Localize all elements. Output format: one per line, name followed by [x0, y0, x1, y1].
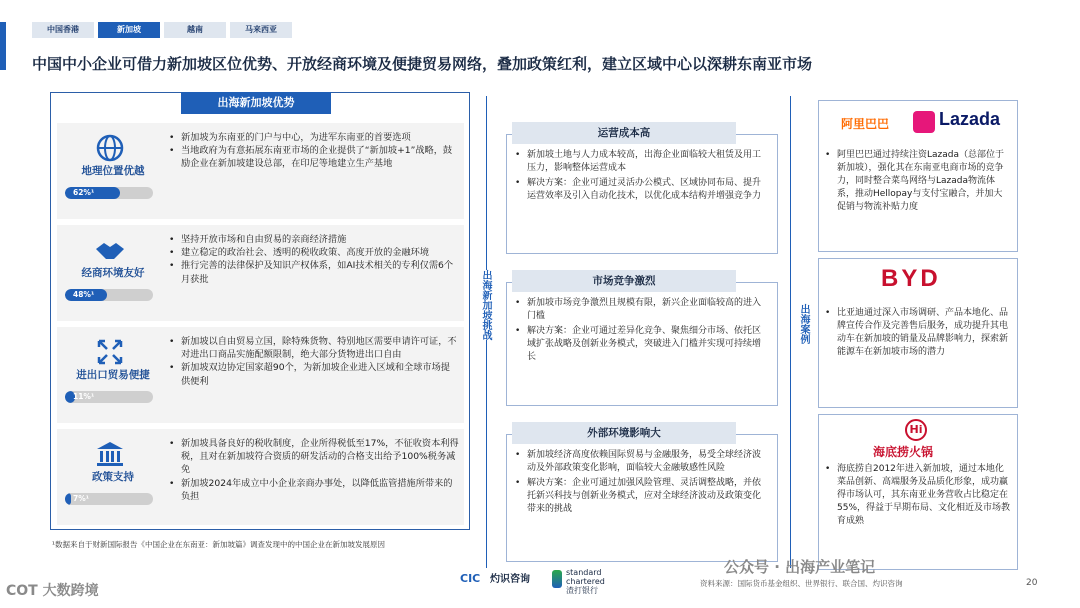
percent-bar — [65, 391, 153, 403]
bullet-item: • 阿里巴巴通过持续注资Lazada（总部位于新加坡），强化其在东南亚电商市场的竞争力，同时整合菜鸟网络与Lazada物流体系，推动Hellopay与支付宝融合，并加大促销与物流补贴力度 — [825, 149, 1011, 214]
standard-chartered-logo — [566, 568, 605, 595]
bullet-item: • 新加坡双边协定国家超90个，为新加坡企业进入区域和全球市场提供便利 — [169, 361, 459, 387]
bullet-item: • 海底捞自2012年进入新加坡，通过本地化菜品创新、高端服务及品质化形象，成功赢得市场认可，其东南亚业务营收占比稳定在55%，得益于早期布局、文化相近及市场教育成熟 — [825, 463, 1011, 528]
tab-hong-kong[interactable]: 中国香港 — [32, 22, 94, 38]
challenge-body — [506, 434, 778, 562]
bullet-item: • 新加坡为东南亚的门户与中心，为进军东南亚的首要选项 — [169, 131, 459, 144]
zhaoshi-logo: 灼识咨询 — [490, 574, 530, 585]
bullet-item: • 新加坡土地与人力成本较高，出海企业面临较大租赁及用工压力，影响整体运营成本 — [515, 149, 769, 175]
challenge-title: 外部环境影响大 — [512, 422, 736, 444]
percent-text: 48%¹ — [73, 290, 95, 299]
case-bullets — [819, 459, 1017, 532]
source-note: 资料来源：国际货币基金组织、世界银行、联合国、灼识咨询 — [700, 579, 903, 588]
challenge-title: 运营成本高 — [512, 122, 736, 144]
page-number: 20 — [1026, 578, 1038, 588]
lazada-heart-icon — [913, 111, 935, 133]
bullet-item: • 解决方案：企业可通过加强风险管理、灵活调整战略，并依托新兴科技与创新业务模式，应对全球经济波动及政策变化带来的挑战 — [515, 477, 769, 516]
case-haidilao — [818, 414, 1018, 570]
handshake-icon — [93, 235, 127, 269]
sc-line: 渣打银行 — [566, 586, 598, 595]
case-bullets — [819, 303, 1017, 363]
bullet-item: • 当地政府为有意拓展东南亚市场的企业提供了“新加坡+1”战略，鼓励企业在新加坡建设总部，在印尼等地建立生产基地 — [169, 144, 459, 170]
bullet-item: • 解决方案：企业可通过灵活办公模式、区域协同布局、提升运营效率及引入自动化技术，以优化成本结构并增强竞争力 — [515, 177, 769, 203]
page-title: 中国中小企业可借力新加坡区位优势、开放经商环境及便捷贸易网络，叠加政策红利，建立区域中心以深耕东南亚市场 — [32, 55, 813, 73]
advantage-row-trade — [57, 327, 464, 423]
advantage-bullets — [169, 335, 459, 388]
percent-text: 7%¹ — [73, 494, 90, 503]
case-label-text: 出海案例 — [798, 304, 809, 344]
bullet-item: • 解决方案：企业可通过差异化竞争、聚焦细分市场、依托区域扩张战略及创新业务模式，突破进入门槛并实现可持续增长 — [515, 325, 769, 364]
bullet-item: • 推行完善的法律保护及知识产权体系，如AI技术相关的专利仅需6个月获批 — [169, 259, 459, 285]
percent-text: 62%¹ — [73, 188, 95, 197]
globe-icon — [93, 133, 127, 167]
challenge-body — [506, 134, 778, 254]
percent-bar — [65, 289, 153, 301]
challenge-vertical-label — [478, 270, 496, 340]
challenge-title: 市场竞争激烈 — [512, 270, 736, 292]
bullet-item: • 比亚迪通过深入市场调研、产品本地化、品牌宣传合作及完善售后服务，成功提升其电动车在新加坡的销量及品牌影响力，探索新能源车在新加坡市场的潜力 — [825, 307, 1011, 359]
advantage-bullets — [169, 131, 459, 171]
region-tabs — [32, 22, 292, 38]
bullet-item: • 新加坡经济高度依赖国际贸易与金融服务，易受全球经济波动及外部政策变化影响，面临较大金融敏感性风险 — [515, 449, 769, 475]
case-byd — [818, 258, 1018, 408]
bullet-item: • 新加坡具备良好的税收制度，企业所得税低至17%，不征收资本利得税，且对在新加坡符合资质的研发活动的合格支出给予100%税务减免 — [169, 437, 459, 477]
advantage-row-business-env — [57, 225, 464, 321]
advantage-label: 进出口贸易便捷 — [76, 369, 150, 381]
advantage-bullets — [169, 233, 459, 286]
sc-line: chartered — [566, 577, 605, 586]
watermark-bottom-left: COT 大数跨境 — [6, 583, 99, 599]
haidilao-logo: 海底捞火锅 — [873, 445, 934, 459]
alibaba-logo: 阿里巴巴 — [841, 117, 890, 131]
percent-bar-fill — [65, 493, 71, 505]
left-accent-bar — [0, 22, 6, 70]
percent-bar — [65, 493, 153, 505]
bullet-item: • 新加坡以自由贸易立国，除特殊货物、特别地区需要申请许可证，不对进出口商品实施配额限制，绝大部分货物进出口自由 — [169, 335, 459, 361]
tab-singapore[interactable]: 新加坡 — [98, 22, 160, 38]
percent-text: 11%¹ — [73, 392, 95, 401]
challenge-body — [506, 282, 778, 406]
advantage-label: 地理位置优越 — [81, 165, 145, 177]
challenge-label-text: 出海新加坡挑战 — [480, 270, 491, 340]
advantage-row-policy — [57, 429, 464, 525]
advantages-panel — [50, 92, 470, 530]
case-bullets — [819, 145, 1017, 218]
lazada-logo: Lazada — [939, 109, 1001, 129]
footnote: ¹数据来自于财新国际报告《中国企业在东南亚：新加坡篇》调查发现中的中国企业在新加坡发展原因 — [52, 540, 386, 549]
sc-line: standard — [566, 568, 602, 577]
advantage-row-location — [57, 123, 464, 219]
byd-logo: BYD — [881, 265, 941, 292]
advantages-header: 出海新加坡优势 — [181, 92, 331, 114]
tab-vietnam[interactable]: 越南 — [164, 22, 226, 38]
case-alibaba-lazada — [818, 100, 1018, 252]
bullet-item: • 新加坡2024年成立中小企业亲商办事处，以降低监管措施所带来的负担 — [169, 477, 459, 503]
haidilao-emblem-icon: Hi — [905, 419, 927, 441]
advantage-label: 政策支持 — [92, 471, 134, 483]
tab-malaysia[interactable]: 马来西亚 — [230, 22, 292, 38]
government-building-icon — [93, 439, 127, 473]
bullet-item: • 新加坡市场竞争激烈且规模有限，新兴企业面临较高的进入门槛 — [515, 297, 769, 323]
bullet-item: • 建立稳定的政治社会、透明的税收政策、高度开放的金融环境 — [169, 246, 459, 259]
expand-arrows-icon — [93, 337, 127, 371]
advantage-bullets — [169, 437, 459, 503]
watermark-bottom-right: 公众号 · 出海产业笔记 — [724, 558, 876, 576]
standard-chartered-icon — [552, 570, 562, 588]
percent-bar — [65, 187, 153, 199]
case-vertical-label — [796, 304, 814, 344]
advantage-label: 经商环境友好 — [81, 267, 145, 279]
divider-line — [790, 96, 791, 568]
cic-logo: CIC — [460, 572, 481, 585]
bullet-item: • 坚持开放市场和自由贸易的亲商经济措施 — [169, 233, 459, 246]
